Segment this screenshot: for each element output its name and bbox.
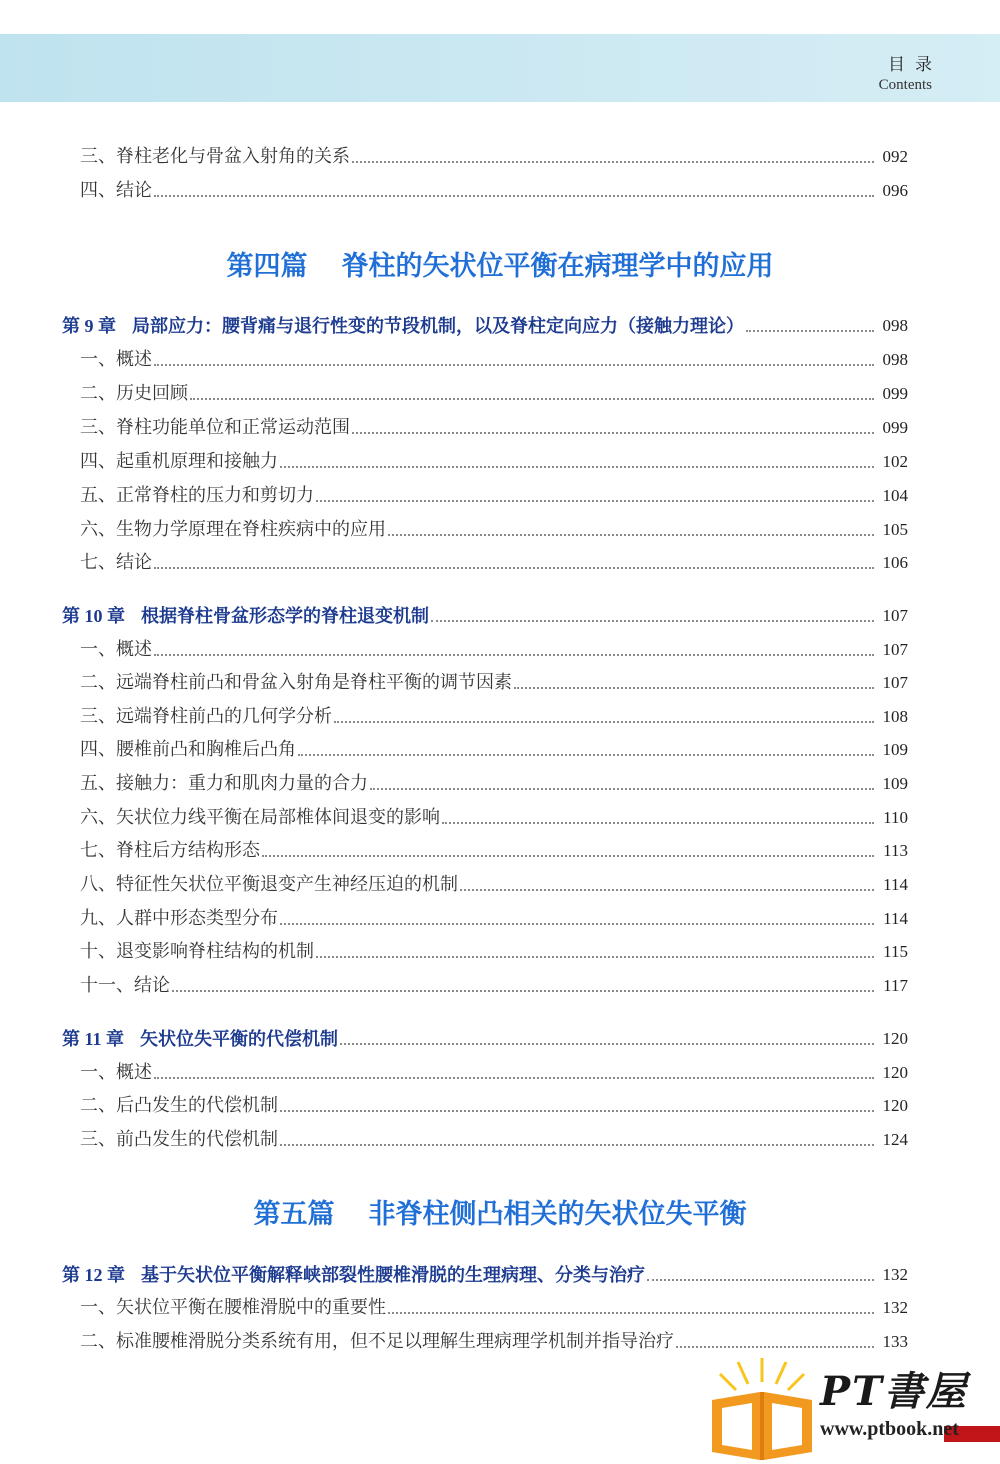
header-band [0,34,1000,102]
toc-entry[interactable]: 二、标准腰椎滑脱分类系统有用，但不足以理解生理病理学机制并指导治疗 133 [0,1327,1000,1357]
watermark-name: PT書屋 [820,1368,968,1415]
toc-entry[interactable]: 九、人群中形态类型分布 114 [0,904,1000,934]
toc-entry[interactable]: 五、接触力：重力和肌肉力量的合力 109 [0,769,1000,799]
chapter-number: 第 11 章 [62,1029,125,1049]
chapter-entry[interactable]: 第 10 章 根据脊柱骨盆形态学的脊柱退变机制 107 [0,601,1000,631]
chapter-number: 第 12 章 [62,1265,125,1285]
chapter-entry[interactable]: 第 12 章 基于矢状位平衡解释峡部裂性腰椎滑脱的生理病理、分类与治疗 132 [0,1260,1000,1290]
toc-entry[interactable]: 三、远端脊柱前凸的几何学分析 108 [0,702,1000,732]
part-label: 第四篇 [226,251,308,282]
toc-entry[interactable]: 七、结论 106 [0,548,1000,578]
chapter-title: 矢状位失平衡的代偿机制 [140,1029,339,1050]
toc-entry[interactable]: 七、脊柱后方结构形态 113 [0,836,1000,866]
toc-entry[interactable]: 三、前凸发生的代偿机制 124 [0,1125,1000,1155]
toc-entry[interactable]: 一、矢状位平衡在腰椎滑脱中的重要性 132 [0,1293,1000,1323]
chapter-title: 基于矢状位平衡解释峡部裂性腰椎滑脱的生理病理、分类与治疗 [141,1265,645,1286]
header-title-cn: 目录 [888,55,942,75]
book-icon [712,1358,812,1460]
part-title: 非脊柱侧凸相关的矢状位失平衡 [368,1199,747,1230]
chapter-number: 第 9 章 [62,316,116,336]
toc-entry[interactable]: 二、后凸发生的代偿机制 120 [0,1091,1000,1121]
chapter-entry[interactable]: 第 11 章 矢状位失平衡的代偿机制 120 [0,1024,1000,1054]
toc-entry[interactable]: 四、起重机原理和接触力 102 [0,447,1000,477]
chapter-title: 局部应力：腰背痛与退行性变的节段机制，以及脊柱定向应力（接触力理论） [132,316,744,337]
toc-entry[interactable]: 十、退变影响脊柱结构的机制 115 [0,937,1000,967]
toc-entry[interactable]: 一、概述 120 [0,1058,1000,1088]
toc-entry[interactable]: 六、矢状位力线平衡在局部椎体间退变的影响 110 [0,803,1000,833]
toc-entry[interactable]: 二、历史回顾 099 [0,379,1000,409]
running-header [878,50,942,94]
toc-entry[interactable]: 一、概述 107 [0,635,1000,665]
toc-entry[interactable]: 八、特征性矢状位平衡退变产生神经压迫的机制 114 [0,870,1000,900]
part-heading [0,244,1000,283]
part-heading [0,1192,1000,1231]
chapter-title: 根据脊柱骨盆形态学的脊柱退变机制 [141,606,429,627]
part-label: 第五篇 [253,1199,335,1230]
toc-entry[interactable]: 三、脊柱功能单位和正常运动范围 099 [0,413,1000,443]
toc-entry[interactable]: 四、结论 096 [0,176,1000,206]
toc-entry[interactable]: 十一、结论 117 [0,971,1000,1001]
toc-entry[interactable]: 一、概述 098 [0,345,1000,375]
toc-entry[interactable]: 二、远端脊柱前凸和骨盆入射角是脊柱平衡的调节因素 107 [0,668,1000,698]
watermark-url: www.ptbook.net [820,1418,959,1440]
toc-entry[interactable]: 三、脊柱老化与骨盆入射角的关系 092 [0,142,1000,172]
part-title: 脊柱的矢状位平衡在病理学中的应用 [341,251,774,282]
header-title-en: Contents [878,77,932,93]
chapter-number: 第 10 章 [62,606,125,626]
toc-entry[interactable]: 四、腰椎前凸和胸椎后凸角 109 [0,735,1000,765]
toc-entry[interactable]: 五、正常脊柱的压力和剪切力 104 [0,481,1000,511]
chapter-entry[interactable]: 第 9 章 局部应力：腰背痛与退行性变的节段机制，以及脊柱定向应力（接触力理论） 098 [0,311,1000,341]
toc-entry[interactable]: 六、生物力学原理在脊柱疾病中的应用 105 [0,515,1000,545]
